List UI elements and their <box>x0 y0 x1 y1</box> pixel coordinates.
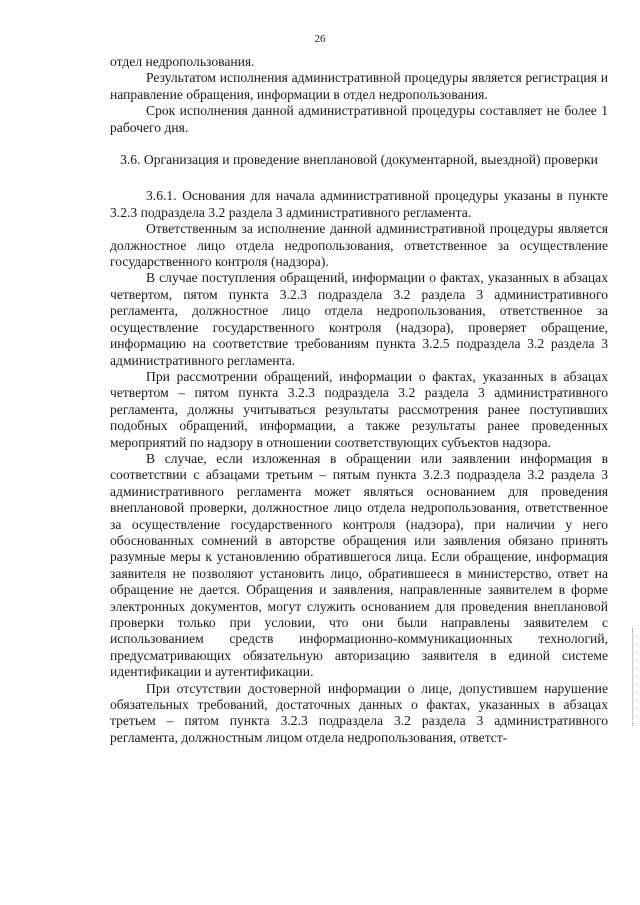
paragraph-continuation: отдел недропользования. <box>110 54 255 69</box>
section-heading: 3.6. Организация и проведение внеплановой (документарной, выездной) проверки <box>120 152 598 168</box>
paragraph-responsible: Ответственным за исполнение данной административной процедуры является должностное лицо отдела недропользования, ответственное за осуществление государственного контроля (надзора). <box>110 221 608 270</box>
document-body <box>110 54 608 746</box>
paragraph-consideration: При рассмотрении обращений, информации о фактах, указанных в абзацах четвертом – пятом пункта 3.2.3 подраздела 3.2 раздела 3 административного регламента, должны учитываться результаты рассмотрения ранее поступивших подобных обращений, информации, а также результаты ранее проведенных мероприятий по надзору в отношении соответствующих субъектов надзора. <box>110 368 608 450</box>
paragraph-deadline: Срок исполнения данной административной процедуры составляет не более 1 рабочего дня. <box>110 103 608 135</box>
page-number: 26 <box>314 33 326 45</box>
paragraph-3-6-1: 3.6.1. Основания для начала административной процедуры указаны в пункте 3.2.3 подраздела 3.2 раздела 3 административного регламента. <box>110 188 608 220</box>
paragraph-receipt-check: В случае поступления обращений, информации о фактах, указанных в абзацах четвертом, пятом пункта 3.2.3 подраздела 3.2 раздела 3 административного регламента, должностное лицо отдела недропользования, ответственное за осуществление государственного контроля (надзора), проверяет обращение, информацию на соответствие требованиям пункта 3.2.5 подраздела 3.2 раздела 3 административного регламента. <box>110 270 608 368</box>
margin-scan-marks <box>632 628 635 726</box>
paragraph-no-info: При отсутствии достоверной информации о лице, допустившем нарушение обязательных требований, достаточных данных о фактах, указанных в абзацах третьем – пятом пункта 3.2.3 подраздела 3.2 раздела 3 административного регламента, должностным лицом отдела недропользования, ответст- <box>110 680 608 745</box>
paragraph-result: Результатом исполнения административной процедуры является регистрация и направление обращения, информации в отдел недропользования. <box>110 70 608 102</box>
paragraph-unplanned-basis: В случае, если изложенная в обращении или заявлении информация в соответствии с абзацами третьим – пятым пункта 3.2.3 подраздела 3.2 раздела 3 административного регламента может являться основанием для проведения внеплановой проверки, должностное лицо отдела недропользования, ответственное за осуществление государственного контроля (надзора), при наличии у него обоснованных сомнений в авторстве обращения или заявления обязано принять разумные меры к установлению обратившегося лица. Если обращение, информация заявителя не позволяют установить лицо, обратившееся в министерство, ответ на обращение не дается. Обращения и заявления, направленные заявителем в форме электронных документов, могут служить основанием для проведения внеплановой проверки только при условии, что они были направлены заявителем с использованием средств информационно-коммуникационных технологий, предусматривающих обязательную авторизацию заявителя в единой системе идентификации и аутентификации. <box>110 450 608 680</box>
